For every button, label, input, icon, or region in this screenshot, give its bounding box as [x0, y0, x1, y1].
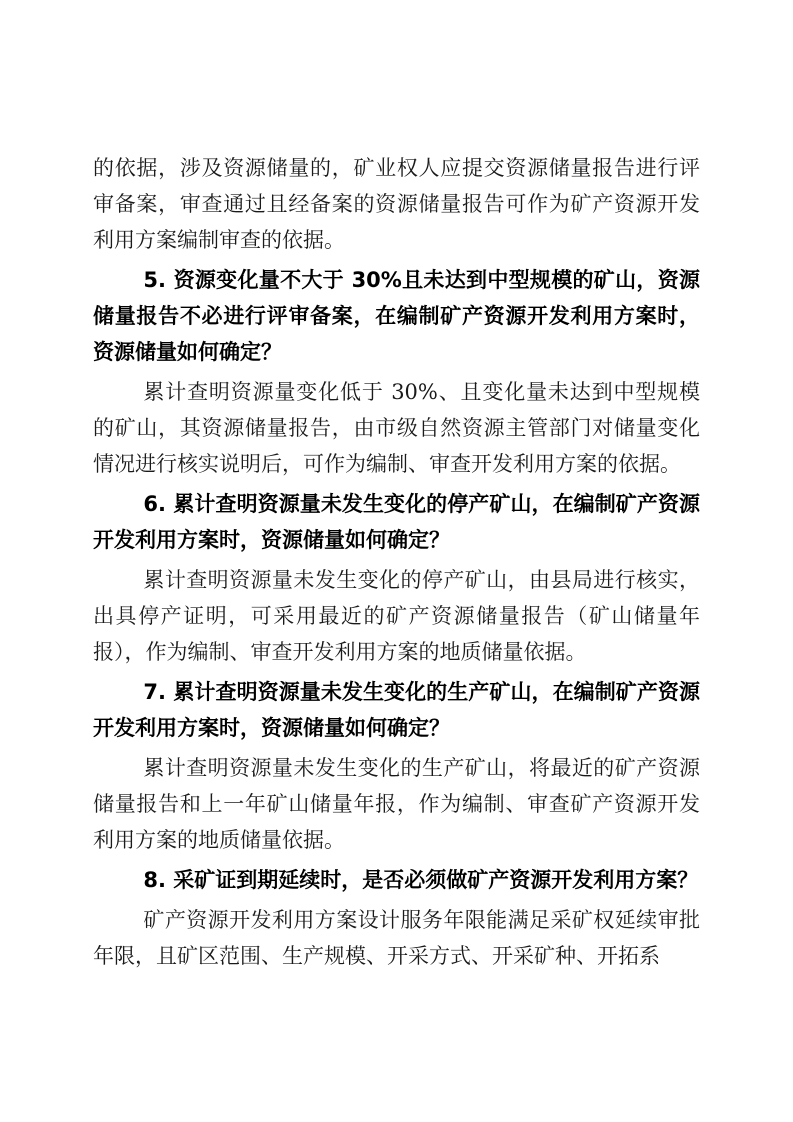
question-7: 7. 累计查明资源量未发生变化的生产矿山，在编制矿产资源开发利用方案时，资源储量如何确定？: [93, 680, 700, 740]
answer-6: 累计查明资源量未发生变化的停产矿山，由县局进行核实，出具停产证明，可采用最近的矿产资源储量报告（矿山储量年报），作为编制、审查开发利用方案的地质储量依据。: [93, 568, 700, 664]
answer-8: 矿产资源开发利用方案设计服务年限能满足采矿权延续审批年限，且矿区范围、生产规模、开采方式、开采矿种、开拓系: [93, 908, 700, 968]
question-6: 6. 累计查明资源量未发生变化的停产矿山，在编制矿产资源开发利用方案时，资源储量如何确定？: [93, 492, 700, 552]
paragraph-continuation: 的依据，涉及资源储量的，矿业权人应提交资源储量报告进行评审备案，审查通过且经备案的资源储量报告可作为矿产资源开发利用方案编制审查的依据。: [93, 156, 700, 252]
question-8: 8. 采矿证到期延续时，是否必须做矿产资源开发利用方案？: [143, 868, 699, 892]
question-5: 5. 资源变化量不大于 30%且未达到中型规模的矿山，资源储量报告不必进行评审备案，在编制矿产资源开发利用方案时，资源储量如何确定？: [93, 268, 700, 364]
page-content: [93, 150, 700, 974]
answer-7: 累计查明资源量未发生变化的生产矿山，将最近的矿产资源储量报告和上一年矿山储量年报，作为编制、审查矿产资源开发利用方案的地质储量依据。: [93, 756, 700, 852]
answer-5: 累计查明资源量变化低于 30%、且变化量未达到中型规模的矿山，其资源储量报告，由市级自然资源主管部门对储量变化情况进行核实说明后，可作为编制、审查开发利用方案的依据。: [93, 380, 700, 476]
